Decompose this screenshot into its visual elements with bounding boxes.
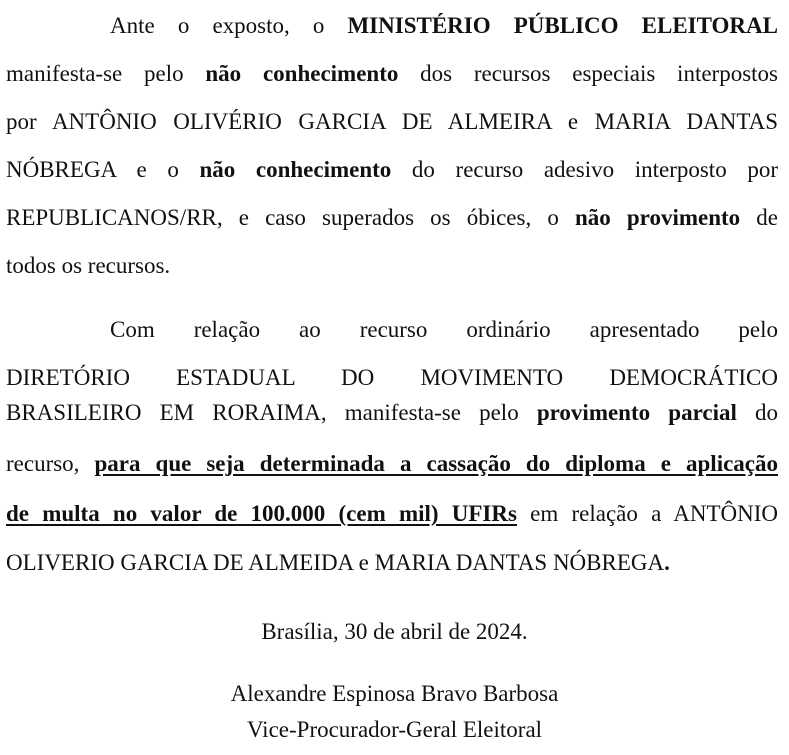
p2-l3-text2: do xyxy=(736,400,778,425)
p1-l2-bold: não conhecimento xyxy=(205,61,399,86)
p2-l5-bold-underlined: de multa no valor de 100.000 (cem mil) UFIRs xyxy=(6,501,517,526)
p1-l2-text2: dos recursos especiais interpostos xyxy=(398,61,778,86)
p2-line-5 xyxy=(6,500,778,528)
p2-l6-text: OLIVERIO GARCIA DE ALMEIDA e MARIA DANTAS NÓBREGA xyxy=(6,550,665,575)
p1-l3-text: por ANTÔNIO OLIVÉRIO GARCIA DE ALMEIRA e MARIA DANTAS xyxy=(6,109,778,134)
p1-l1-text: Ante o exposto, o xyxy=(110,13,348,38)
p2-line-4 xyxy=(6,450,778,478)
p1-line-5 xyxy=(6,204,778,232)
p1-l1-bold: MINISTÉRIO PÚBLICO ELEITORAL xyxy=(347,13,778,38)
p1-line-1 xyxy=(6,12,778,40)
place-date: Brasília, 30 de abril de 2024. xyxy=(261,619,528,644)
p1-line-2 xyxy=(6,60,778,88)
p2-line-2 xyxy=(6,364,778,392)
p2-l1-text: Com relação ao recurso ordinário apresentado pelo xyxy=(110,317,778,342)
p1-l5-bold: não provimento xyxy=(574,205,741,230)
p1-l6-text: todos os recursos. xyxy=(6,253,171,278)
p1-l2-text1: manifesta-se pelo xyxy=(6,61,206,86)
p2-l3-text1: BRASILEIRO EM RORAIMA, manifesta-se pelo xyxy=(6,400,537,425)
p1-line-3 xyxy=(6,108,778,136)
p2-l4-text1: recurso, xyxy=(6,451,95,476)
p1-l5-text1: REPUBLICANOS/RR, e caso superados os óbices, o xyxy=(6,205,575,230)
p2-l6-bold: . xyxy=(664,550,670,575)
p2-line-3 xyxy=(6,399,778,427)
p1-line-4 xyxy=(6,156,778,184)
p1-l4-text1: NÓBREGA e o xyxy=(6,157,200,182)
p1-line-6 xyxy=(6,252,778,280)
signature-name: Alexandre Espinosa Bravo Barbosa xyxy=(230,681,559,706)
p1-l4-bold: não conhecimento xyxy=(199,157,392,182)
p2-l3-bold: provimento parcial xyxy=(536,400,737,425)
p1-l5-text2: de xyxy=(740,205,778,230)
p1-l4-text2: do recurso adesivo interposto por xyxy=(391,157,778,182)
p2-l5-text2: em relação a ANTÔNIO xyxy=(516,501,778,526)
p2-line-6 xyxy=(6,549,778,577)
p2-line-1 xyxy=(6,316,778,344)
p2-l2-text: DIRETÓRIO ESTADUAL DO MOVIMENTO DEMOCRÁTICO xyxy=(6,365,778,390)
p2-l4-bold-underlined: para que seja determinada a cassação do diploma e aplicação xyxy=(94,451,778,476)
signature-role: Vice-Procurador-Geral Eleitoral xyxy=(246,717,543,742)
